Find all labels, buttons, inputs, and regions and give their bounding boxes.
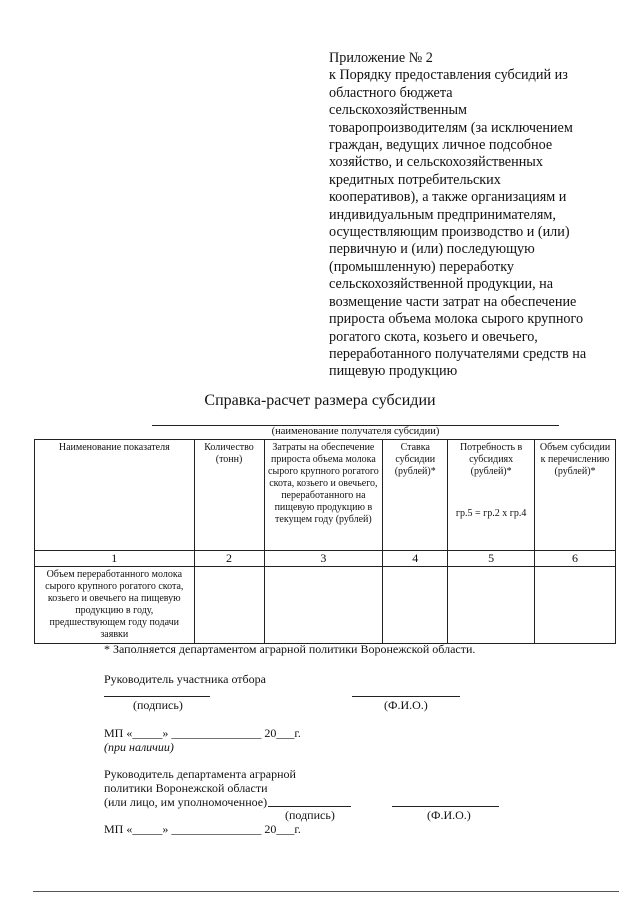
appendix-line: хозяйство, и сельскохозяйственных: [329, 154, 543, 171]
header-amount: Объем субсидии к перечислению (рублей)*: [535, 440, 616, 551]
appendix-line: Приложение № 2: [329, 50, 433, 66]
stamp-date-line: МП «_____» _______________ 20___г.: [104, 822, 301, 836]
appendix-line: товаропроизводителям (за исключением: [329, 119, 573, 136]
recipient-caption: (наименование получателя субсидии): [271, 426, 440, 437]
column-number: 4: [383, 551, 448, 567]
participant-head-label: Руководитель участника отбора: [104, 672, 266, 686]
header-need-formula: гр.5 = гр.2 х гр.4: [455, 508, 527, 519]
column-number: 5: [448, 551, 535, 567]
signature-caption: (подпись): [285, 808, 335, 822]
header-quantity: Количество (тонн): [194, 440, 264, 551]
appendix-block: [329, 50, 619, 381]
stamp-date-line: МП «_____» _______________ 20___г.: [104, 726, 301, 740]
column-number: 3: [264, 551, 383, 567]
appendix-line: индивидуальным предпринимателям,: [329, 206, 556, 223]
appendix-line: к Порядку предоставления субсидий из: [329, 67, 568, 84]
appendix-line: сельскохозяйственным: [329, 102, 468, 119]
signature-caption: (подпись): [133, 698, 183, 712]
appendix-line: рогатого скота, козьего и овечьего,: [329, 328, 538, 345]
appendix-line: прироста объема молока сырого крупного: [329, 311, 584, 328]
appendix-line: (промышленную) переработку: [329, 258, 514, 275]
dept-signature-line[interactable]: [268, 806, 351, 807]
appendix-line: кооперативов), а также организациям и: [329, 189, 567, 206]
header-need: [448, 440, 535, 551]
appendix-line: возмещение части затрат на обеспечение: [329, 293, 577, 310]
header-costs: Затраты на обеспечение прироста объема молока сырого крупного рогатого скота, козьего и овечьего, переработанного на пищевую продукцию в текущем году (рублей): [264, 440, 383, 551]
header-indicator: Наименование показателя: [35, 440, 195, 551]
appendix-line: пищевую продукцию: [329, 363, 458, 380]
rate-cell[interactable]: [383, 567, 448, 644]
participant-fio-line[interactable]: [352, 696, 460, 697]
dept-head-line-1: Руководитель департамента аграрной: [104, 767, 296, 781]
column-number: 6: [535, 551, 616, 567]
table-header-row: [35, 440, 616, 551]
column-number: 1: [35, 551, 195, 567]
appendix-line: переработанного получателями средств на: [329, 345, 587, 362]
amount-cell[interactable]: [535, 567, 616, 644]
subsidy-table: [34, 439, 616, 644]
dept-fio-line[interactable]: [392, 806, 499, 807]
appendix-line: кредитных потребительских: [329, 171, 501, 188]
appendix-line: сельскохозяйственной продукции, на: [329, 276, 554, 293]
dept-head-line-3: (или лицо, им уполномоченное): [104, 795, 268, 809]
header-need-label: Потребность в субсидиях (рублей)*: [459, 442, 523, 477]
table-row: [35, 567, 616, 644]
column-number: 2: [194, 551, 264, 567]
form-title: Справка-расчет размера субсидии: [204, 392, 436, 409]
need-cell[interactable]: [448, 567, 535, 644]
footnote: * Заполняется департаментом аграрной политики Воронежской области.: [104, 642, 476, 656]
appendix-line: областного бюджета: [329, 84, 453, 101]
fio-caption: (Ф.И.О.): [384, 698, 428, 712]
quantity-cell[interactable]: [194, 567, 264, 644]
header-rate: Ставка субсидии (рублей)*: [383, 440, 448, 551]
row-label: Объем переработанного молока сырого крупного рогатого скота, козьего и овечьего на пищевую продукцию в году, предшествующем году подачи заявки: [35, 567, 195, 644]
appendix-line: первичную и (или) последующую: [329, 241, 535, 258]
costs-cell[interactable]: [264, 567, 383, 644]
dept-head-line-2: политики Воронежской области: [104, 781, 268, 795]
fio-caption: (Ф.И.О.): [427, 808, 471, 822]
appendix-line: граждан, ведущих личное подсобное: [329, 137, 553, 154]
participant-signature-line[interactable]: [104, 696, 210, 697]
page-bottom-rule: [33, 891, 619, 892]
appendix-line: осуществляющим производство и (или): [329, 224, 570, 241]
table-number-row: [35, 551, 616, 567]
if-any-note: (при наличии): [104, 740, 174, 754]
